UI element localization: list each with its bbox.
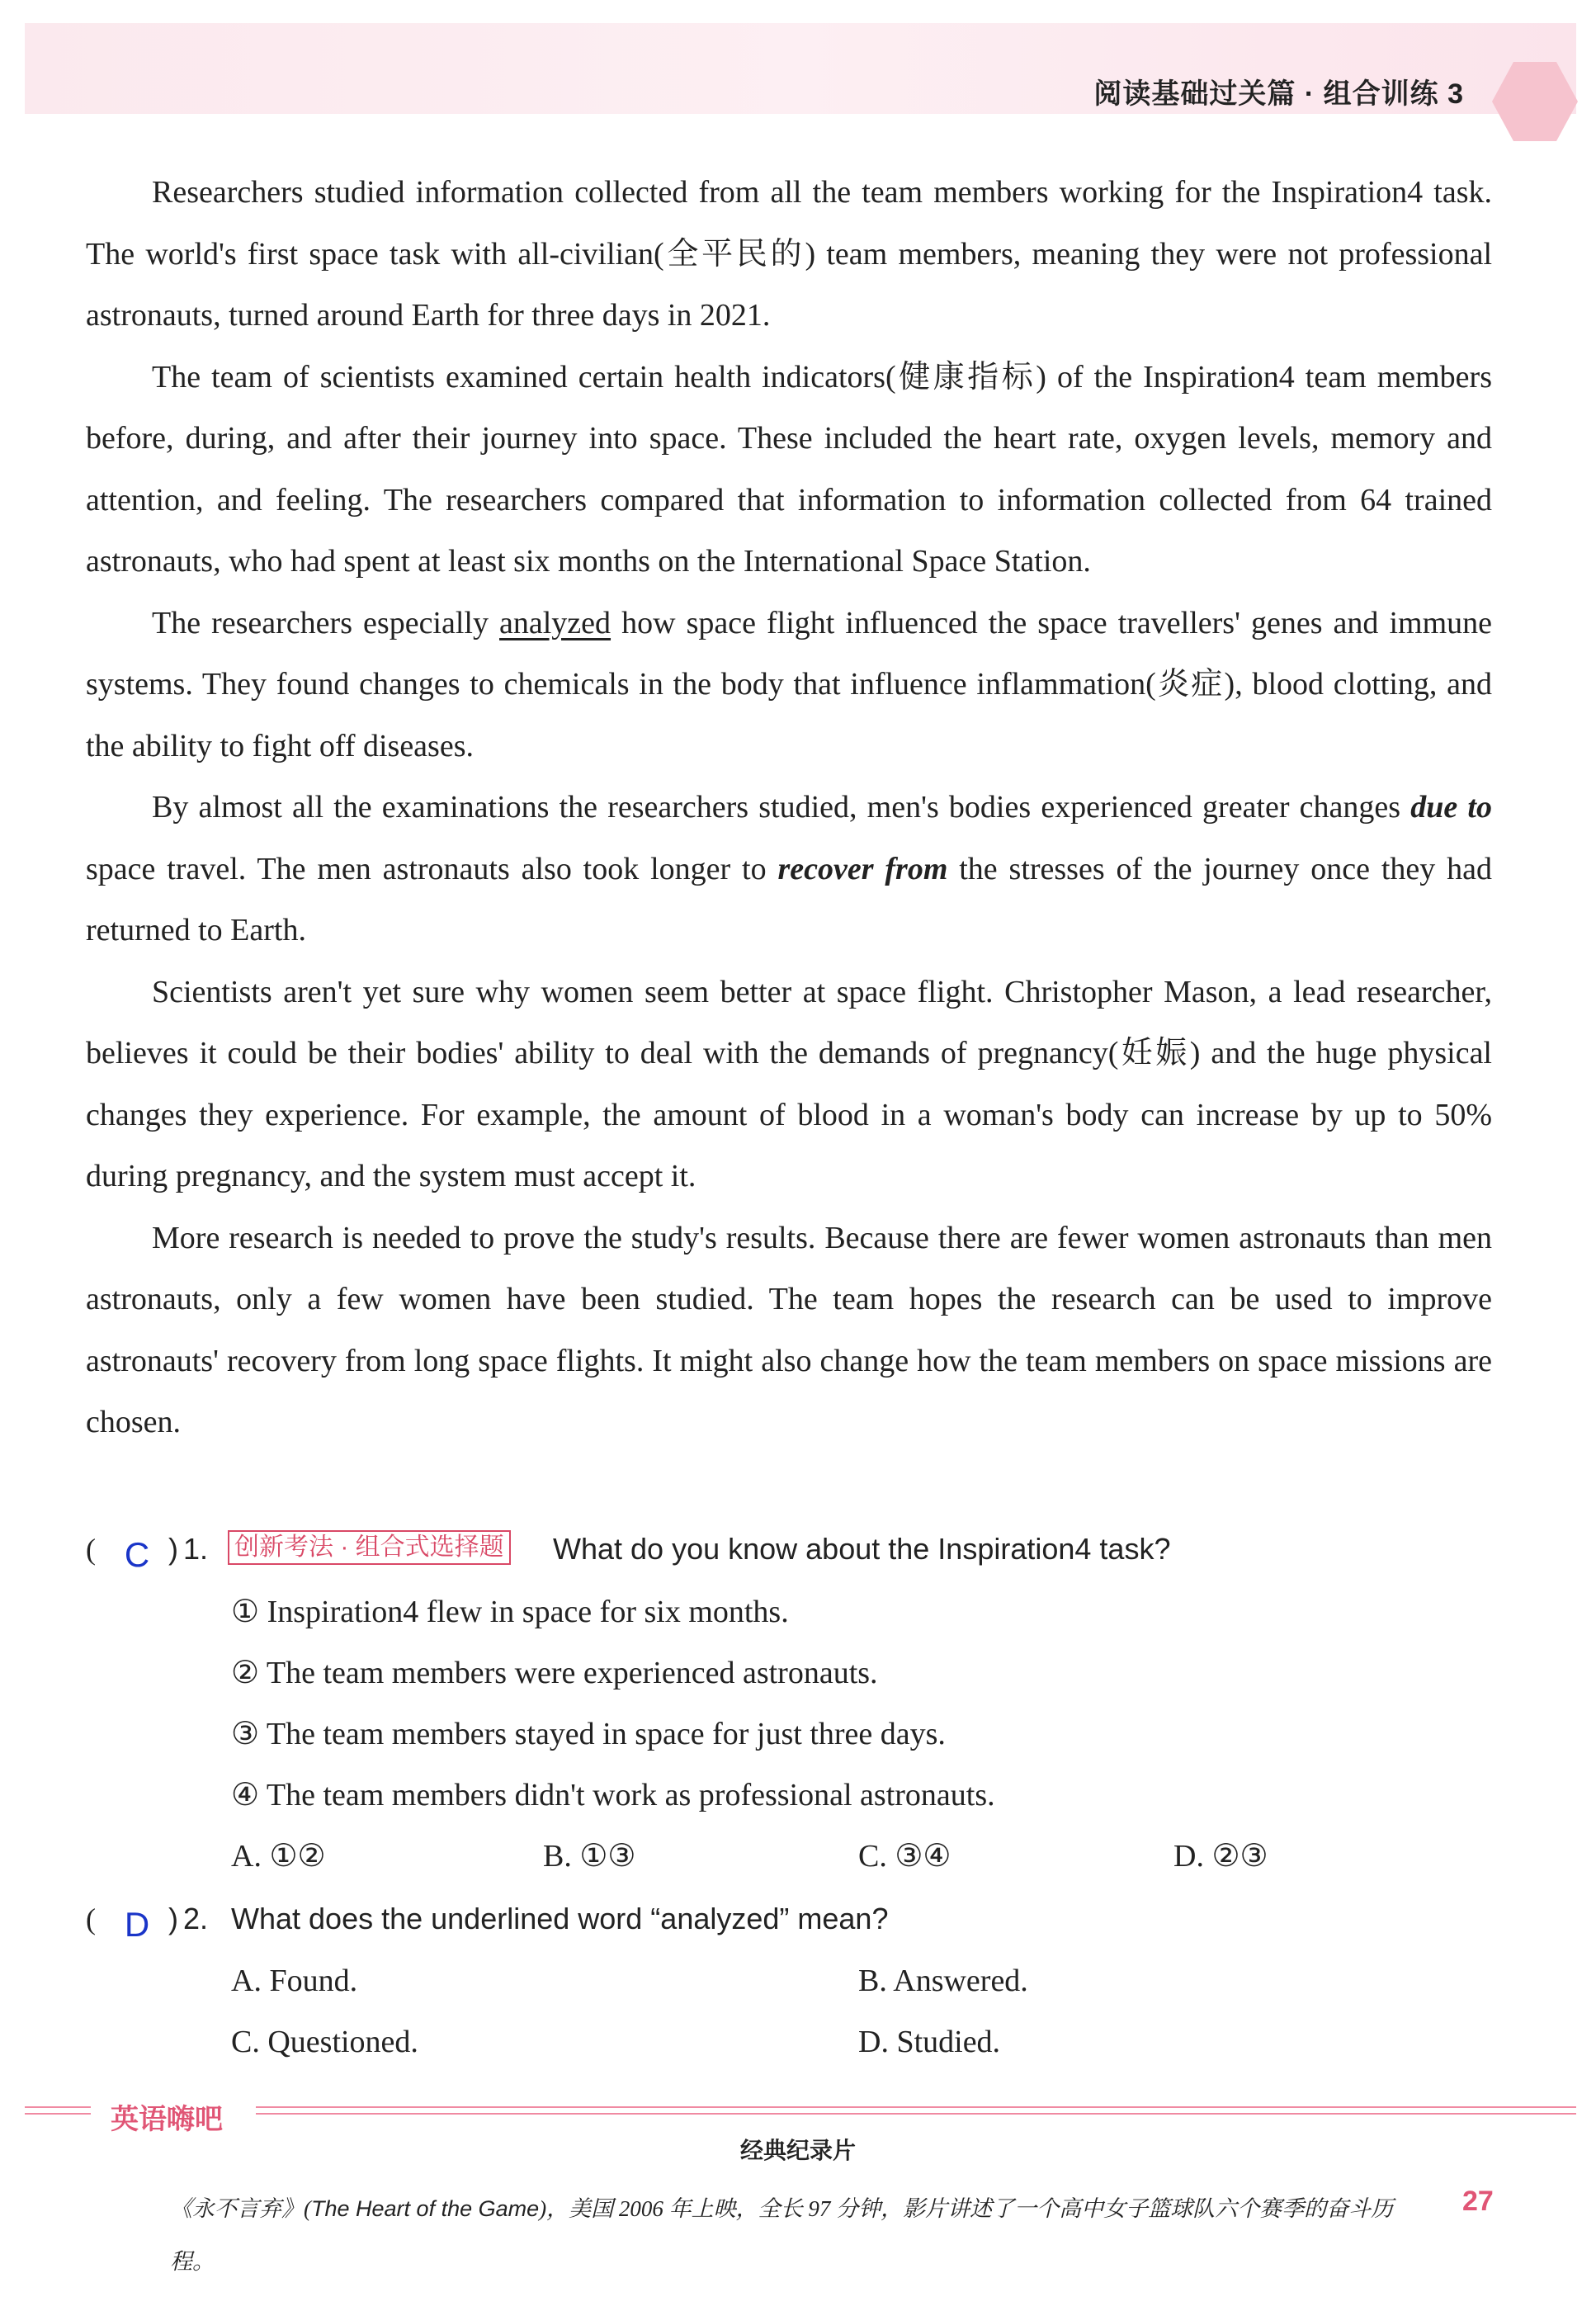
question-1: [86, 1529, 1530, 1874]
section-title: 阅读基础过关篇 · 组合训练 3: [1093, 78, 1464, 110]
question-1-stem: ( C ) 1. 创新考法 · 组合式选择题 What do you know about the Inspiration4 task?: [86, 1532, 1171, 1574]
paragraph-2: The team of scientists examined certain health indicators(健康指标) of the Inspiration4 team members before, during, and after their journey into space. These included the heart rate, oxygen levels, memory and attention, and feeling. The researchers compared that information to information collected from 64 trained astronauts, who had spent at least six months on the International Space Station.: [86, 359, 1492, 579]
question-number: 1.: [183, 1532, 209, 1566]
paragraph-6: More research is needed to prove the study's results. Because there are fewer women astronauts than men astronauts, only a few women have been studied. The team hopes the research can be used to improve astronauts' recovery from long space flights. It might also change how the team members on space missions are chosen.: [86, 1220, 1492, 1439]
page-number: 27: [1462, 2186, 1494, 2217]
paragraph-5: Scientists aren't yet sure why women seem better at space flight. Christopher Mason, a lead researcher, believes it could be their bodies' ability to deal with the demands of pregnancy(妊娠) and the huge physical changes they experience. For example, the amount of blood in a woman's body can increase by up to 50% during pregnancy, and the system must accept it.: [86, 974, 1492, 1193]
paragraph-4: By almost all the examinations the researchers studied, men's bodies experienced greater changes due to space travel. The men astronauts also took longer to recover from the stresses of the journey once they had returned to Earth.: [86, 790, 1492, 948]
choice-d: D. Studied.: [858, 2025, 1001, 2059]
statement-4: ④ The team members didn't work as professional astronauts.: [231, 1778, 995, 1812]
answer-2: D: [124, 1905, 150, 1944]
choice-b: B. ①③: [543, 1839, 636, 1874]
phrase-recover-from: recover from: [777, 851, 948, 886]
choice-a: A. ①②: [231, 1839, 326, 1874]
footer-heading: 经典纪录片: [739, 2138, 856, 2163]
statement-2: ② The team members were experienced astronauts.: [231, 1656, 878, 1690]
question-text: What does the underlined word “analyzed” mean?: [231, 1902, 889, 1935]
paragraph-3: The researchers especially analyzed how space flight influenced the space travellers' genes and immune systems. They found changes to chemicals in the body that influence inflammation(炎症), blood clotting, and the ability to fight off diseases.: [86, 605, 1492, 763]
statement-3: ③ The team members stayed in space for just three days.: [231, 1717, 946, 1751]
choice-b: B. Answered.: [858, 1964, 1028, 1998]
film-title: The Heart of the Game: [311, 2196, 540, 2221]
phrase-due-to: due to: [1410, 790, 1492, 825]
question-2-stem: ( D ) 2. What does the underlined word “analyzed” mean?: [86, 1902, 889, 1944]
question-tag: 创新考法 · 组合式选择题: [228, 1530, 511, 1565]
choice-c: C. Questioned.: [231, 2025, 418, 2059]
reading-passage: [86, 162, 1492, 1453]
answer-1: C: [124, 1535, 150, 1574]
choice-a: A. Found.: [231, 1964, 358, 1998]
underlined-word: analyzed: [499, 605, 611, 640]
question-number: 2.: [183, 1902, 209, 1935]
paragraph-1: Researchers studied information collected from all the team members working for the Inspiration4 task. The world's first space task with all-civilian(全平民的) team members, meaning they were not professional astronauts, turned around Earth for three days in 2021.: [86, 175, 1492, 333]
question-text: What do you know about the Inspiration4 task?: [553, 1532, 1171, 1566]
choice-d: D. ②③: [1173, 1839, 1268, 1874]
choice-c: C. ③④: [858, 1839, 951, 1874]
footer-divider: [25, 2106, 1576, 2123]
footer-brand: 英语嗨吧: [111, 2104, 223, 2135]
statement-1: ① Inspiration4 flew in space for six months.: [231, 1595, 789, 1629]
footer-text: 《永不言弃》(The Heart of the Game)，美国 2006 年上映，全长 97 分钟，影片讲述了一个高中女子篮球队六个赛季的奋斗历程。: [170, 2196, 1394, 2274]
question-2: [86, 1898, 1530, 2059]
